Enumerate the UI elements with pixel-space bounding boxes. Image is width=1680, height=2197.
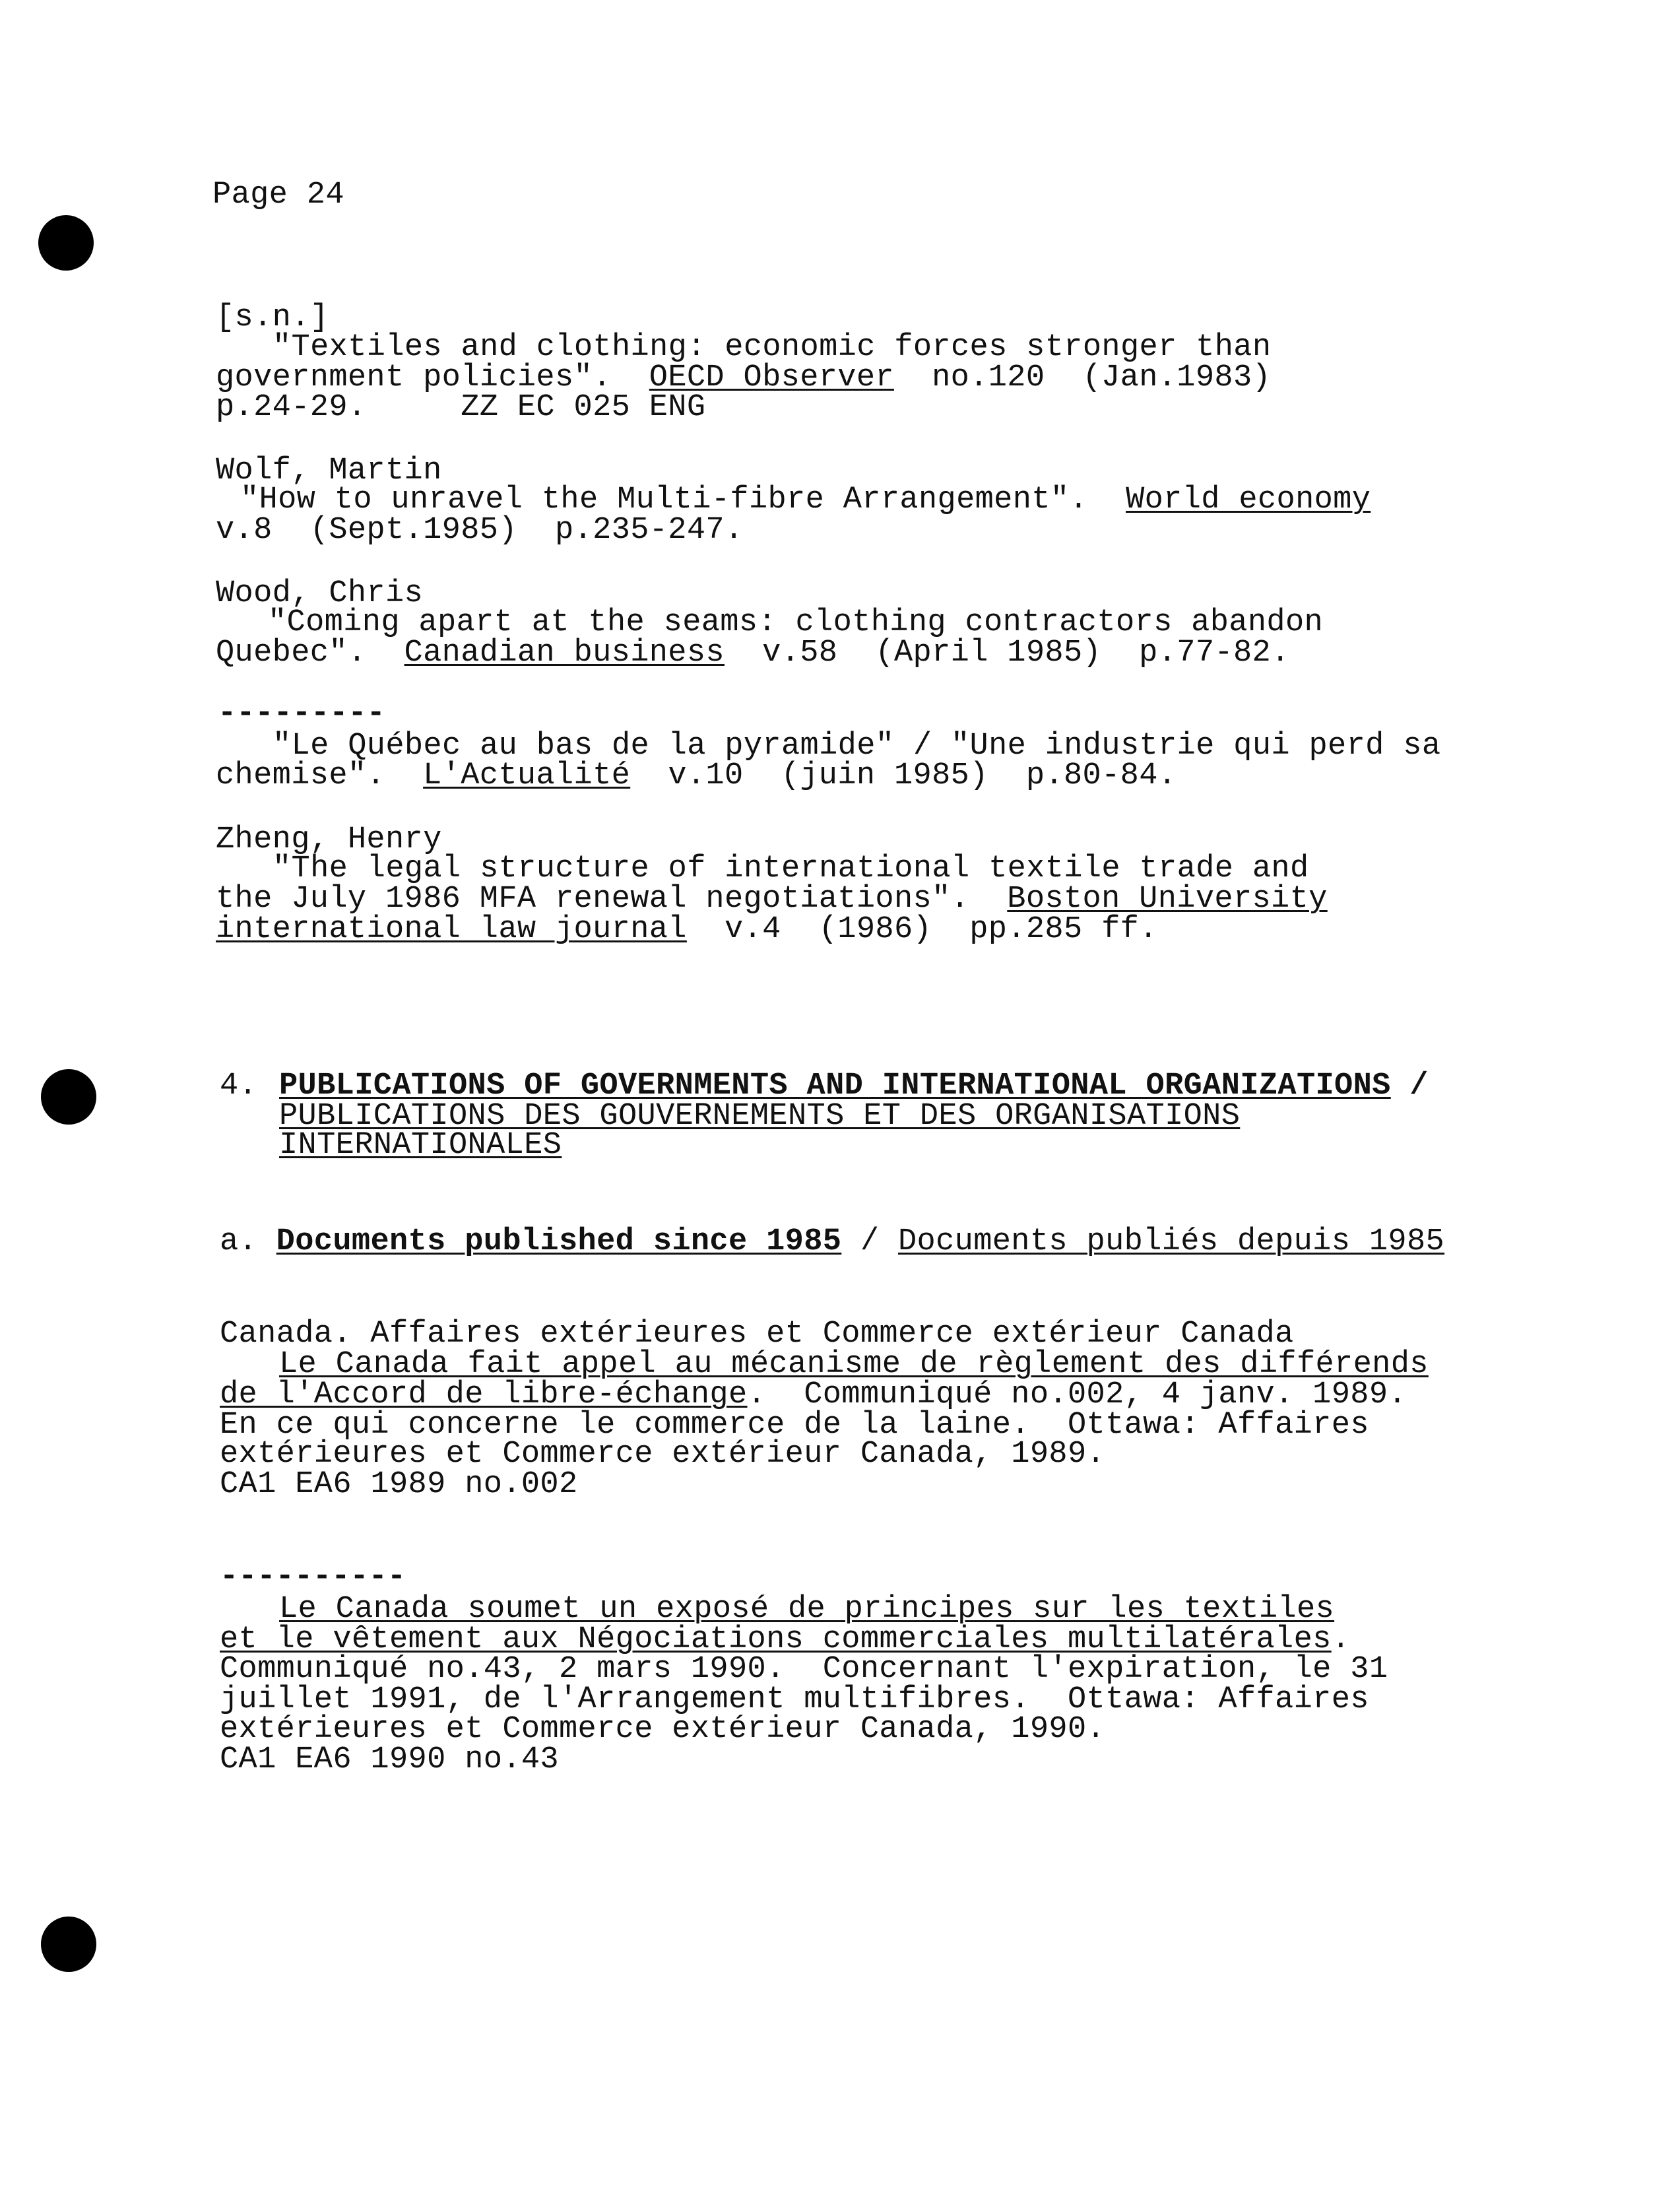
entry-line: Quebec". Canadian business v.58 (April 1985) p.77-82. — [216, 636, 1290, 671]
repeat-author-dash: ---------- — [220, 1559, 406, 1594]
entry-line: the July 1986 MFA renewal negotiations". Boston University — [216, 882, 1328, 917]
binder-hole-middle — [41, 1069, 96, 1125]
entry-line: government policies". OECD Observer no.120 (Jan.1983) — [216, 360, 1272, 395]
entry-author: Wood, Chris — [216, 576, 424, 611]
document-title: Le Canada soumet un exposé de principes sur les textiles — [279, 1592, 1335, 1627]
entry-line: v.8 (Sept.1985) p.235-247. — [216, 513, 744, 548]
section-title-fr: PUBLICATIONS DES GOUVERNEMENTS ET DES ORGANISATIONS — [279, 1099, 1241, 1134]
entry-author: Zheng, Henry — [216, 822, 442, 857]
entry-author: Wolf, Martin — [216, 453, 442, 488]
journal-title: World economy — [1126, 482, 1371, 517]
journal-title: OECD Observer — [649, 360, 894, 395]
entry-line: chemise". L'Actualité v.10 (juin 1985) p.80-84. — [216, 758, 1177, 793]
entry-line: extérieures et Commerce extérieur Canada, 1990. — [220, 1712, 1106, 1747]
journal-title: international law journal — [216, 912, 687, 947]
entry-author: [s.n.] — [216, 300, 329, 335]
document-title: Le Canada fait appel au mécanisme de règlement des différends — [279, 1347, 1429, 1382]
binder-hole-top — [38, 215, 94, 271]
entry-author: Canada. Affaires extérieures et Commerce extérieur Canada — [220, 1317, 1294, 1352]
entry-line: "Le Québec au bas de la pyramide" / "Une industrie qui perd sa — [273, 729, 1441, 764]
entry-line: juillet 1991, de l'Arrangement multifibres. Ottawa: Affaires — [220, 1682, 1369, 1717]
subsection-title-fr: Documents publiés depuis 1985 — [897, 1224, 1445, 1259]
binder-hole-bottom — [41, 1917, 96, 1972]
document-title: et le vêtement aux Négociations commerciales multilatérales — [220, 1622, 1332, 1657]
entry-line: et le vêtement aux Négociations commerciales multilatérales. — [220, 1622, 1351, 1657]
subsection-title-en: Documents published since 1985 — [276, 1224, 842, 1259]
entry-line: international law journal v.4 (1986) pp.285 ff. — [216, 912, 1158, 947]
entry-line: En ce qui concerne le commerce de la laine. Ottawa: Affaires — [220, 1408, 1369, 1443]
entry-line: "Coming apart at the seams: clothing contractors abandon — [268, 605, 1324, 640]
entry-line: Communiqué no.43, 2 mars 1990. Concernant l'expiration, le 31 — [220, 1652, 1388, 1687]
subsection-heading-a: a. Documents published since 1985 / Documents publiés depuis 1985 — [220, 1224, 1445, 1259]
section-title-en: PUBLICATIONS OF GOVERNMENTS AND INTERNATIONAL ORGANIZATIONS / — [279, 1068, 1429, 1103]
document-title: de l'Accord de libre-échange — [220, 1377, 748, 1412]
entry-line: "The legal structure of international textile trade and — [273, 851, 1309, 886]
journal-title: L'Actualité — [423, 758, 631, 793]
entry-line: de l'Accord de libre-échange. Communiqué no.002, 4 janv. 1989. — [220, 1377, 1407, 1412]
entry-line: CA1 EA6 1989 no.002 — [220, 1467, 578, 1502]
journal-title: Canadian business — [404, 636, 725, 671]
entry-line: "How to unravel the Multi-fibre Arrangement". World economy — [240, 482, 1371, 517]
section-title-fr: INTERNATIONALES — [279, 1128, 562, 1163]
repeat-author-dash: --------- — [218, 696, 385, 731]
entry-line: extérieures et Commerce extérieur Canada, 1989. — [220, 1437, 1106, 1472]
entry-line — [279, 1594, 1334, 1625]
entry-line: "Textiles and clothing: economic forces stronger than — [273, 330, 1272, 365]
page-label: Page 24 — [212, 178, 344, 213]
section-number: 4. — [220, 1068, 258, 1103]
journal-title: Boston University — [1007, 882, 1328, 917]
entry-line: p.24-29. ZZ EC 025 ENG — [216, 390, 706, 425]
entry-line: CA1 EA6 1990 no.43 — [220, 1742, 559, 1777]
entry-line — [279, 1349, 1429, 1380]
